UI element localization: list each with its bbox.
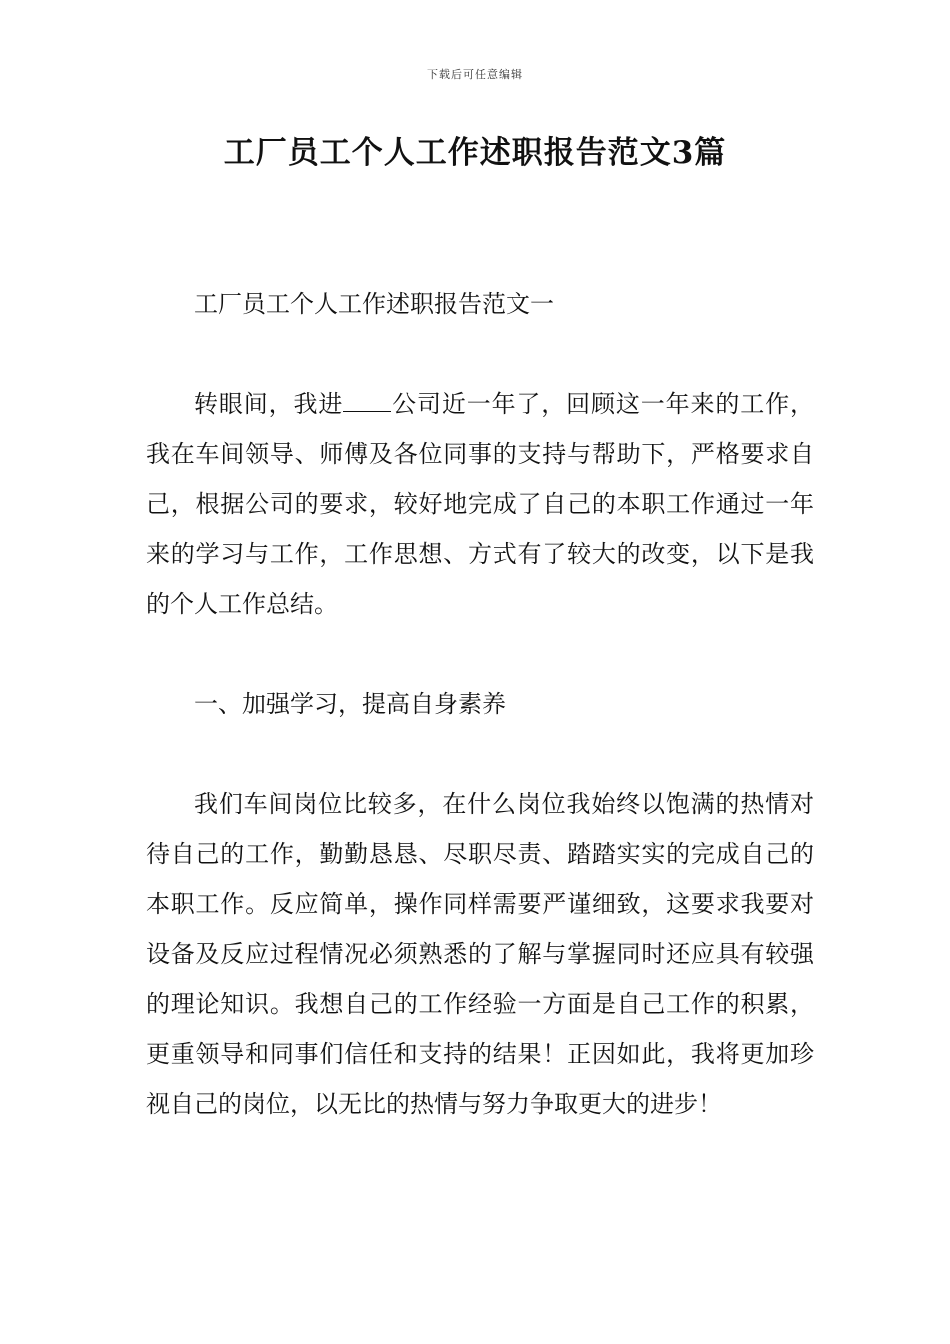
paragraph-spacer bbox=[146, 329, 814, 379]
document-body bbox=[146, 279, 814, 1129]
header-note: 下载后可任意编辑 bbox=[427, 68, 523, 81]
document-title: 工厂员工个人工作述职报告范文3篇 bbox=[223, 135, 727, 171]
paragraph-spacer bbox=[146, 629, 814, 679]
fill-in-blank bbox=[343, 391, 391, 412]
paragraph-2: 我们车间岗位比较多，在什么岗位我始终以饱满的热情对待自己的工作，勤勤恳恳、尽职尽责、踏踏实实的完成自己的本职工作。反应简单，操作同样需要严谨细致，这要求我要对设备及反应过程情况必须熟悉的了解与掌握同时还应具有较强的理论知识。我想自己的工作经验一方面是自己工作的积累，更重领导和同事们信任和支持的结果！正因如此，我将更加珍视自己的岗位，以无比的热情与努力争取更大的进步！ bbox=[146, 790, 814, 1118]
paragraph-1-text-b: 公司近一年了，回顾这一年来的工作，我在车间领导、师傅及各位同事的支持与帮助下，严格要求自己，根据公司的要求，较好地完成了自己的本职工作通过一年来的学习与工作，工作思想、方式有了较大的改变，以下是我的个人工作总结。 bbox=[146, 390, 815, 618]
paragraph-1 bbox=[146, 379, 814, 629]
paragraph-1-text-a: 转眼间，我进 bbox=[194, 390, 344, 418]
subheading-1: 一、加强学习，提高自身素养 bbox=[194, 690, 506, 718]
section-heading: 工厂员工个人工作述职报告范文一 bbox=[194, 290, 554, 318]
paragraph-spacer bbox=[146, 729, 814, 779]
